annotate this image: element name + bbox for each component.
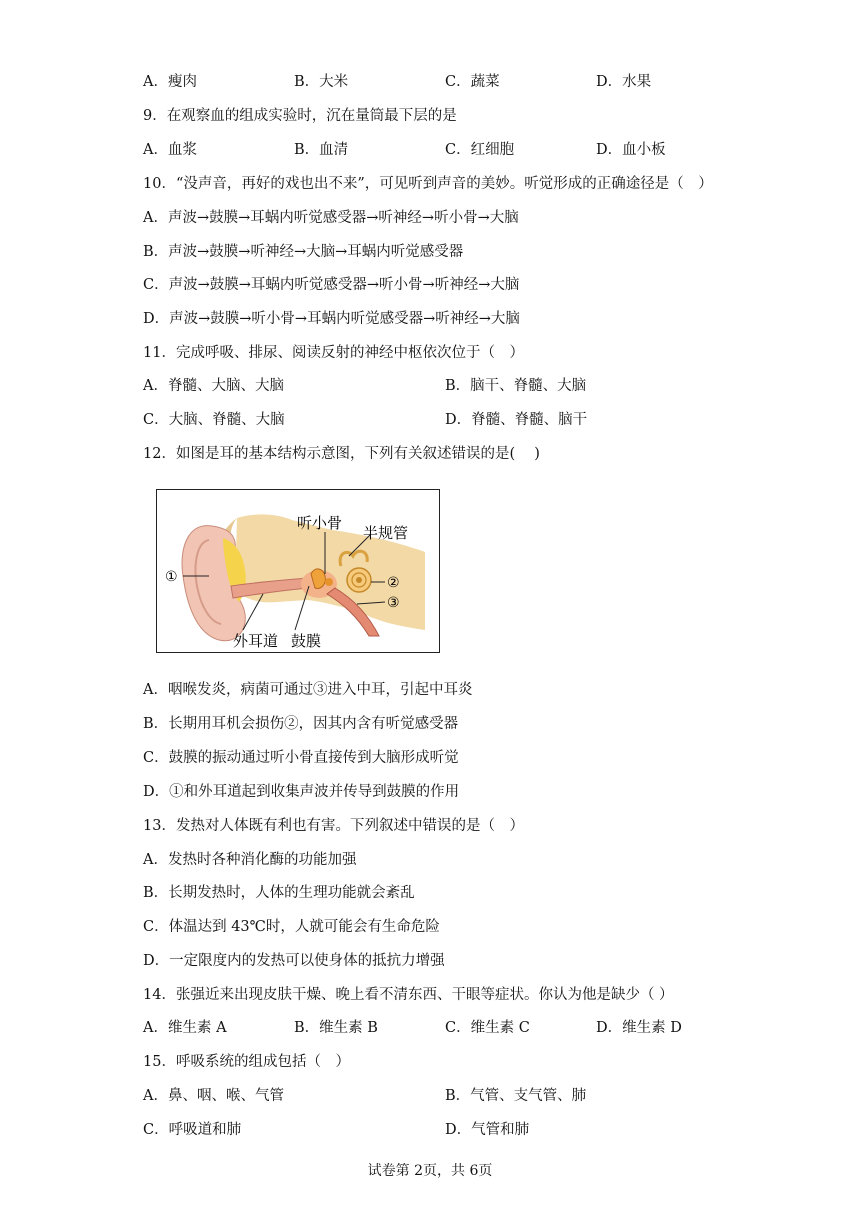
ear-canal-label: 外耳道 — [233, 632, 279, 650]
page-footer: 试卷第 2页，共 6页 — [367, 1163, 493, 1179]
q9-option-c: C．红细胞 — [445, 142, 515, 158]
q14-stem: 14．张强近来出现皮肤干燥、晚上看不清东西、干眼等症状。你认为他是缺少（ ） — [143, 987, 674, 1003]
q15-option-c: C．呼吸道和肺 — [143, 1122, 242, 1138]
q13-option-c: C．体温达到 43℃时，人就可能会有生命危险 — [143, 919, 440, 935]
q8-option-d: D．水果 — [596, 74, 652, 90]
q14-option-b: B．维生素 B — [294, 1020, 378, 1036]
q14-option-d: D．维生素 D — [596, 1020, 682, 1036]
q14-option-c: C．维生素 C — [445, 1020, 530, 1036]
q10-stem: 10．“没声音，再好的戏也出不来”，可见听到声音的美妙。听觉形成的正确途径是（ ） — [143, 176, 713, 192]
q8-option-b: B．大米 — [294, 74, 349, 90]
q13-option-b: B．长期发热时，人体的生理功能就会紊乱 — [143, 885, 415, 901]
q15-stem: 15．呼吸系统的组成包括（ ） — [143, 1054, 350, 1070]
q8-option-c: C．蔬菜 — [445, 74, 500, 90]
q13-option-d: D．一定限度内的发热可以使身体的抵抗力增强 — [143, 953, 445, 969]
q10-option-a: A．声波→鼓膜→耳蜗内听觉感受器→听神经→听小骨→大脑 — [143, 210, 519, 226]
q9-stem: 9．在观察血的组成实验时，沉在量筒最下层的是 — [143, 108, 457, 124]
q11-option-b: B．脑干、脊髓、大脑 — [445, 378, 587, 394]
label-1: ① — [165, 569, 178, 585]
ear-structure-figure — [156, 489, 440, 653]
ossicles-label: 听小骨 — [297, 514, 343, 532]
q9-option-d: D．血小板 — [596, 142, 666, 158]
q13-option-a: A．发热时各种消化酶的功能加强 — [143, 852, 357, 868]
q10-option-d: D．声波→鼓膜→听小骨→耳蜗内听觉感受器→听神经→大脑 — [143, 311, 520, 327]
q10-option-b: B．声波→鼓膜→听神经→大脑→耳蜗内听觉感受器 — [143, 244, 464, 260]
q15-option-d: D．气管和肺 — [445, 1122, 530, 1138]
q13-stem: 13．发热对人体既有利也有害。下列叙述中错误的是（ ） — [143, 818, 524, 834]
q11-option-d: D．脊髓、脊髓、脑干 — [445, 412, 588, 428]
q11-option-c: C．大脑、脊髓、大脑 — [143, 412, 285, 428]
label-2: ② — [387, 575, 400, 591]
q12-option-c: C．鼓膜的振动通过听小骨直接传到大脑形成听觉 — [143, 750, 459, 766]
q14-option-a: A．维生素 A — [143, 1020, 227, 1036]
q12-stem: 12．如图是耳的基本结构示意图，下列有关叙述错误的是( ) — [143, 446, 540, 462]
q15-option-b: B．气管、支气管、肺 — [445, 1088, 587, 1104]
q11-option-a: A．脊髓、大脑、大脑 — [143, 378, 284, 394]
q12-option-a: A．咽喉发炎，病菌可通过③进入中耳，引起中耳炎 — [143, 682, 473, 698]
ear-diagram — [157, 490, 441, 654]
q8-option-a: A．瘦肉 — [143, 74, 197, 90]
q11-stem: 11．完成呼吸、排尿、阅读反射的神经中枢依次位于（ ） — [143, 345, 524, 361]
q15-option-a: A．鼻、咽、喉、气管 — [143, 1088, 284, 1104]
q9-option-b: B．血清 — [294, 142, 349, 158]
eardrum-label: 鼓膜 — [291, 632, 322, 650]
q9-option-a: A．血浆 — [143, 142, 197, 158]
q12-option-d: D．①和外耳道起到收集声波并传导到鼓膜的作用 — [143, 784, 460, 800]
q10-option-c: C．声波→鼓膜→耳蜗内听觉感受器→听小骨→听神经→大脑 — [143, 277, 520, 293]
q12-option-b: B．长期用耳机会损伤②，因其内含有听觉感受器 — [143, 716, 459, 732]
semicircular-canals-label: 半规管 — [363, 524, 409, 542]
label-3: ③ — [387, 595, 400, 611]
